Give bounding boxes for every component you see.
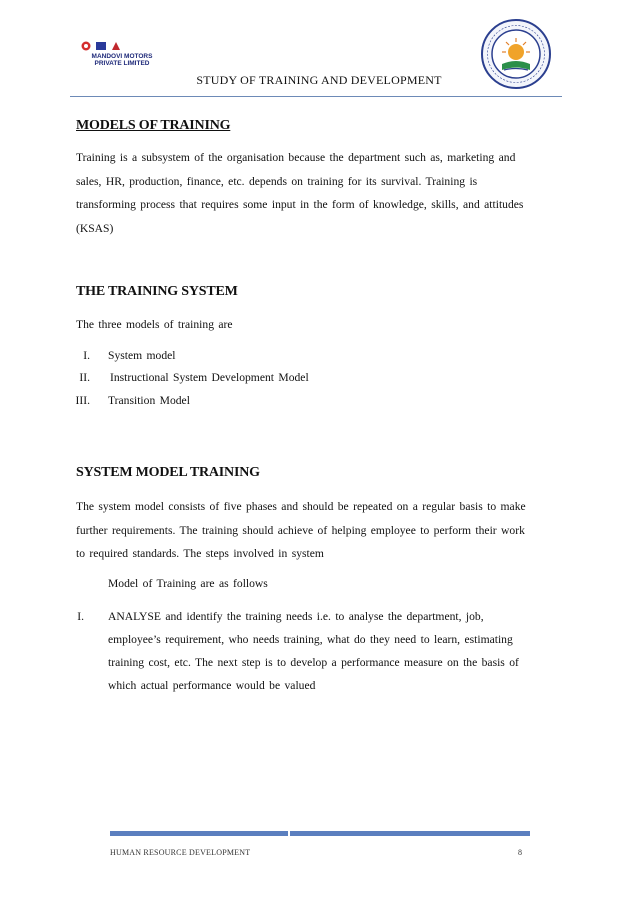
logo-text-line: PRIVATE LIMITED	[94, 60, 150, 67]
logo-marks	[80, 40, 122, 52]
list-item: Transition Model	[108, 394, 190, 407]
indented-line: Model of Training are as follows	[108, 577, 268, 590]
logo-text-line: MANDOVI MOTORS	[91, 53, 153, 60]
list-item: System model	[108, 349, 176, 362]
paragraph-line: (KSAS)	[76, 222, 114, 235]
logo-text	[82, 53, 162, 67]
header-rule	[70, 96, 562, 97]
paragraph-line: to required standards. The steps involved in system	[76, 547, 324, 560]
list-number: I.	[83, 349, 90, 362]
company-logo	[80, 40, 162, 68]
step-line: ANALYSE and identify the training needs i.e. to analyse the department, job,	[108, 610, 484, 623]
paragraph-line: The system model consists of five phases and should be repeated on a regular basis to make	[76, 500, 526, 513]
brand-mark-icon	[80, 41, 92, 51]
brand-mark-icon	[110, 41, 122, 51]
section-heading-training-system: THE TRAINING SYSTEM	[76, 284, 238, 299]
step-line: which actual performance would be valued	[108, 679, 316, 692]
brand-mark-icon	[95, 41, 107, 51]
step-number: I.	[77, 610, 84, 623]
paragraph-line: further requirements. The training should achieve of helping employee to perform their work	[76, 524, 525, 537]
footer-bar-notch	[288, 831, 290, 836]
intro-text: The three models of training are	[76, 318, 233, 331]
paragraph-line: sales, HR, production, finance, etc. depends on training for its survival. Training is	[76, 175, 478, 188]
list-number: II.	[79, 371, 90, 384]
section-heading-models: MODELS OF TRAINING	[76, 118, 231, 133]
paragraph-line: Training is a subsystem of the organisation because the department such as, marketing and	[76, 151, 516, 164]
section-heading-system-model: SYSTEM MODEL TRAINING	[76, 465, 260, 480]
list-item: Instructional System Development Model	[110, 371, 309, 384]
footer-bar	[110, 831, 530, 836]
running-header-title: STUDY OF TRAINING AND DEVELOPMENT	[196, 73, 442, 87]
page-number: 8	[518, 848, 522, 857]
step-line: training cost, etc. The next step is to develop a performance measure on the basis of	[108, 656, 519, 669]
footer-title: HUMAN RESOURCE DEVELOPMENT	[110, 848, 251, 857]
paragraph-line: transforming process that requires some input in the form of knowledge, skills, and attitudes	[76, 198, 524, 211]
list-number: III.	[75, 394, 90, 407]
step-line: employee’s requirement, who needs training, what do they need to learn, estimating	[108, 633, 513, 646]
